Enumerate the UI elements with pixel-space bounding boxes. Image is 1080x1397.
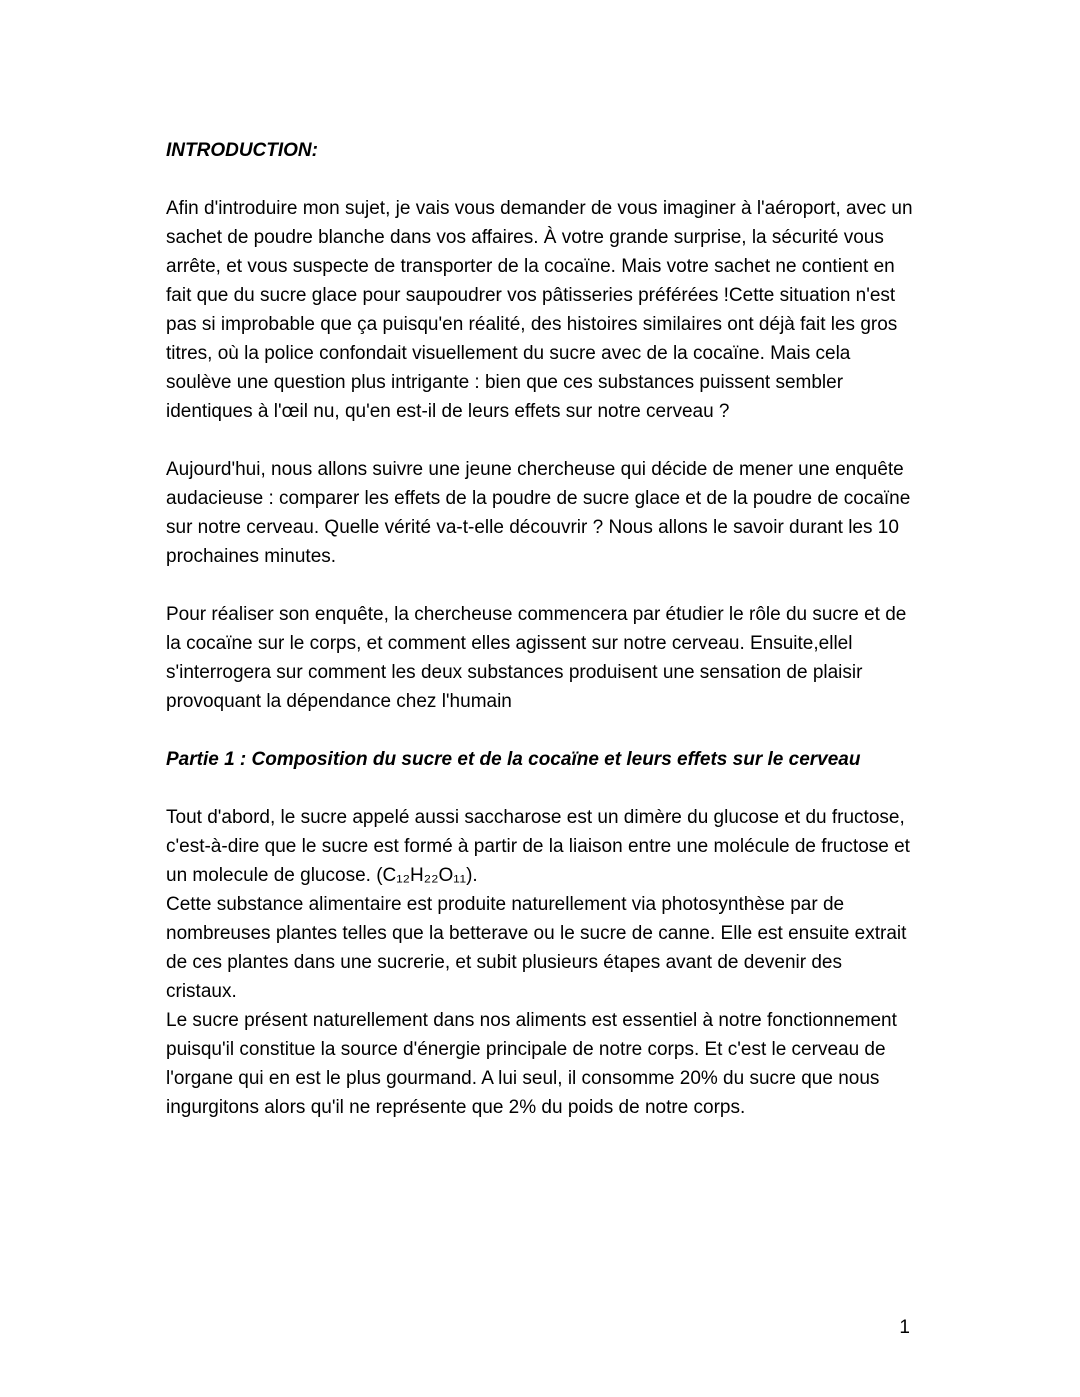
- paragraph-sucre-energie: Le sucre présent naturellement dans nos aliments est essentiel à notre fonctionnement puisqu'il constitue la source d'énergie principale de notre corps. Et c'est le cerveau de l'organe qui en est le plus gourmand. A lui seul, il consomme 20% du sucre que nous ingurgitons alors qu'il ne représente que 2% du poids de notre corps.: [166, 1010, 897, 1118]
- document-content: [166, 136, 916, 1151]
- paragraph-photosynthese: Cette substance alimentaire est produite naturellement via photosynthèse par de nombreuses plantes telles que la betterave ou le sucre de canne. Elle est ensuite extrait de ces plantes dans une sucrerie, et subit plusieurs étapes avant de devenir des cristaux.: [166, 894, 907, 1002]
- partie-1-heading: Partie 1 : Composition du sucre et de la cocaïne et leurs effets sur le cerveau: [166, 749, 861, 770]
- page-number: 1: [899, 1317, 910, 1338]
- introduction-heading: INTRODUCTION:: [166, 140, 318, 161]
- paragraph-inquiry-plan: Pour réaliser son enquête, la chercheuse commencera par étudier le rôle du sucre et de la cocaïne sur le corps, et comment elles agissent sur notre cerveau. Ensuite,ellel s'interrogera sur comment les deux substances produisent une sensation de plaisir provoquant la dépendance chez l'humain: [166, 604, 907, 712]
- paragraph-intro-airport: Afin d'introduire mon sujet, je vais vous demander de vous imaginer à l'aéroport, avec un sachet de poudre blanche dans vos affaires. À votre grande surprise, la sécurité vous arrête, et vous suspecte de transporter de la cocaïne. Mais votre sachet ne contient en fait que du sucre glace pour saupoudrer vos pâtisseries préférées !Cette situation n'est pas si improbable que ça puisqu'en réalité, des histoires similaires ont déjà fait les gros titres, où la police confondait visuellement du sucre avec de la cocaïne. Mais cela soulève une question plus intrigante : bien que ces substances puissent sembler identiques à l'œil nu, qu'en est-il de leurs effets sur notre cerveau ?: [166, 198, 913, 422]
- paragraph-researcher-inquiry: Aujourd'hui, nous allons suivre une jeune chercheuse qui décide de mener une enquête audacieuse : comparer les effets de la poudre de sucre glace et de la poudre de cocaïne sur notre cerveau. Quelle vérité va-t-elle découvrir ? Nous allons le savoir durant les 10 prochaines minutes.: [166, 459, 911, 567]
- paragraph-saccharose-definition: Tout d'abord, le sucre appelé aussi saccharose est un dimère du glucose et du fructose, c'est-à-dire que le sucre est formé à partir de la liaison entre une molécule de fructose et un molecule de glucose. (C₁₂H₂₂O₁₁).: [166, 807, 910, 886]
